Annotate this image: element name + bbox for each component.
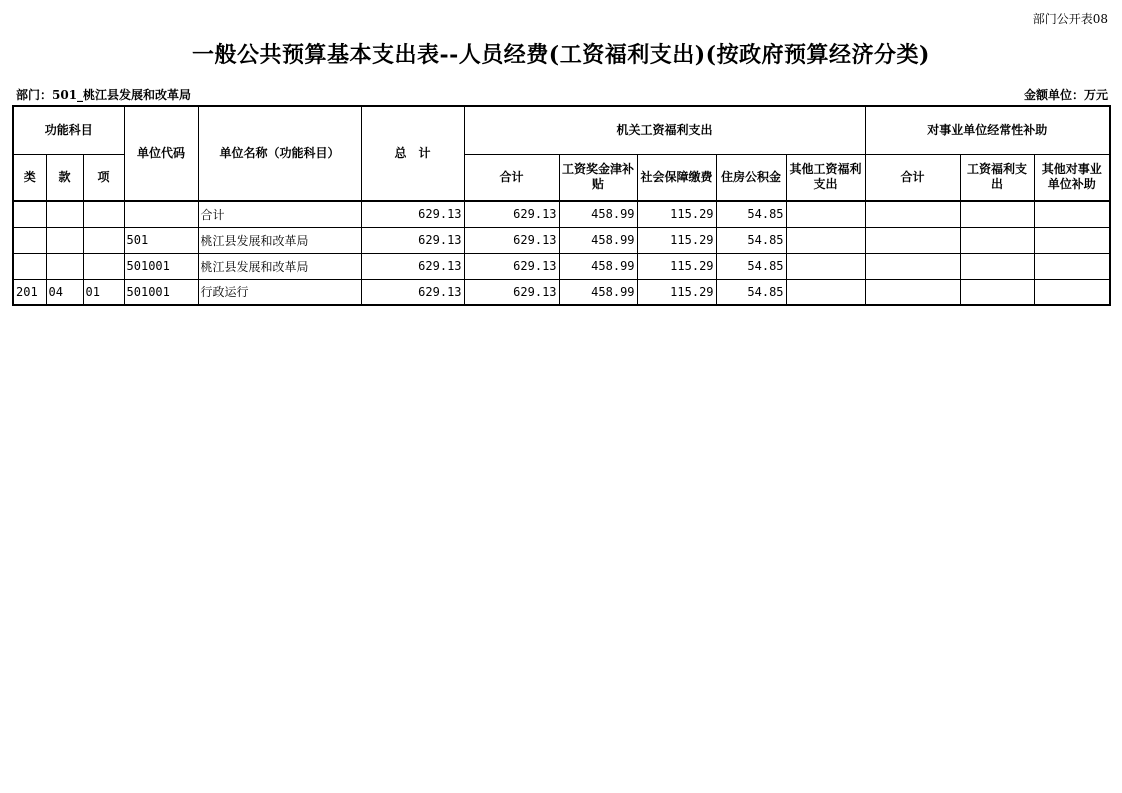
cell-inst-other bbox=[1034, 279, 1110, 305]
header-lei: 类 bbox=[13, 154, 46, 201]
cell-inst-subtotal bbox=[865, 201, 960, 227]
header-inst-group: 对事业单位经常性补助 bbox=[865, 106, 1110, 154]
header-inst-other: 其他对事业单位补助 bbox=[1034, 154, 1110, 201]
header-total: 总 计 bbox=[361, 106, 464, 201]
header-xiang: 项 bbox=[83, 154, 124, 201]
cell-code bbox=[124, 201, 198, 227]
cell-org-wage: 458.99 bbox=[559, 201, 637, 227]
amount-unit-label: 金额单位：万元 bbox=[1023, 88, 1108, 102]
cell-total: 629.13 bbox=[361, 253, 464, 279]
cell-org-other bbox=[786, 279, 865, 305]
page-title: 一般公共预算基本支出表--人员经费(工资福利支出)(按政府预算经济分类) bbox=[192, 42, 930, 68]
cell-inst-other bbox=[1034, 227, 1110, 253]
header-org-other: 其他工资福利支出 bbox=[786, 154, 865, 201]
cell-org-subtotal: 629.13 bbox=[464, 227, 559, 253]
cell-code: 501001 bbox=[124, 253, 198, 279]
cell-org-other bbox=[786, 227, 865, 253]
header-kuan: 款 bbox=[46, 154, 83, 201]
cell-lei: 201 bbox=[13, 279, 46, 305]
header-org-social: 社会保障缴费 bbox=[637, 154, 716, 201]
cell-name: 行政运行 bbox=[198, 279, 361, 305]
cell-name: 桃江县发展和改革局 bbox=[198, 227, 361, 253]
cell-total: 629.13 bbox=[361, 279, 464, 305]
cell-inst-wage bbox=[960, 253, 1034, 279]
budget-table bbox=[12, 105, 1111, 306]
cell-org-housing: 54.85 bbox=[716, 201, 786, 227]
cell-org-housing: 54.85 bbox=[716, 279, 786, 305]
cell-org-wage: 458.99 bbox=[559, 253, 637, 279]
cell-xiang: 01 bbox=[83, 279, 124, 305]
cell-org-social: 115.29 bbox=[637, 201, 716, 227]
table-row bbox=[13, 253, 1110, 279]
cell-org-social: 115.29 bbox=[637, 227, 716, 253]
table-row bbox=[13, 279, 1110, 305]
cell-org-housing: 54.85 bbox=[716, 253, 786, 279]
header-org-group: 机关工资福利支出 bbox=[464, 106, 865, 154]
cell-lei bbox=[13, 227, 46, 253]
cell-inst-subtotal bbox=[865, 227, 960, 253]
form-id-label: 部门公开表08 bbox=[1032, 12, 1108, 26]
cell-name: 桃江县发展和改革局 bbox=[198, 253, 361, 279]
header-org-housing: 住房公积金 bbox=[716, 154, 786, 201]
cell-org-housing: 54.85 bbox=[716, 227, 786, 253]
cell-org-subtotal: 629.13 bbox=[464, 279, 559, 305]
table-row bbox=[13, 201, 1110, 227]
header-unit-name: 单位名称（功能科目） bbox=[198, 106, 361, 201]
cell-total: 629.13 bbox=[361, 227, 464, 253]
cell-kuan bbox=[46, 227, 83, 253]
cell-inst-wage bbox=[960, 279, 1034, 305]
header-inst-subtotal: 合计 bbox=[865, 154, 960, 201]
cell-xiang bbox=[83, 253, 124, 279]
header-org-subtotal: 合计 bbox=[464, 154, 559, 201]
cell-total: 629.13 bbox=[361, 201, 464, 227]
cell-inst-wage bbox=[960, 227, 1034, 253]
cell-xiang bbox=[83, 227, 124, 253]
cell-org-other bbox=[786, 253, 865, 279]
cell-lei bbox=[13, 201, 46, 227]
cell-inst-wage bbox=[960, 201, 1034, 227]
cell-org-social: 115.29 bbox=[637, 279, 716, 305]
cell-kuan bbox=[46, 253, 83, 279]
header-unit-code: 单位代码 bbox=[124, 106, 198, 201]
cell-inst-subtotal bbox=[865, 253, 960, 279]
cell-inst-subtotal bbox=[865, 279, 960, 305]
cell-org-wage: 458.99 bbox=[559, 279, 637, 305]
table-row bbox=[13, 227, 1110, 253]
cell-code: 501001 bbox=[124, 279, 198, 305]
department-label: 部门：501_桃江县发展和改革局 bbox=[16, 88, 192, 102]
cell-org-other bbox=[786, 201, 865, 227]
cell-org-social: 115.29 bbox=[637, 253, 716, 279]
cell-org-subtotal: 629.13 bbox=[464, 253, 559, 279]
cell-code: 501 bbox=[124, 227, 198, 253]
header-inst-wage: 工资福利支出 bbox=[960, 154, 1034, 201]
header-org-wage: 工资奖金津补贴 bbox=[559, 154, 637, 201]
cell-inst-other bbox=[1034, 201, 1110, 227]
cell-org-subtotal: 629.13 bbox=[464, 201, 559, 227]
header-func-subject: 功能科目 bbox=[13, 106, 124, 154]
cell-name: 合计 bbox=[198, 201, 361, 227]
cell-org-wage: 458.99 bbox=[559, 227, 637, 253]
cell-kuan bbox=[46, 201, 83, 227]
cell-inst-other bbox=[1034, 253, 1110, 279]
cell-lei bbox=[13, 253, 46, 279]
cell-kuan: 04 bbox=[46, 279, 83, 305]
cell-xiang bbox=[83, 201, 124, 227]
